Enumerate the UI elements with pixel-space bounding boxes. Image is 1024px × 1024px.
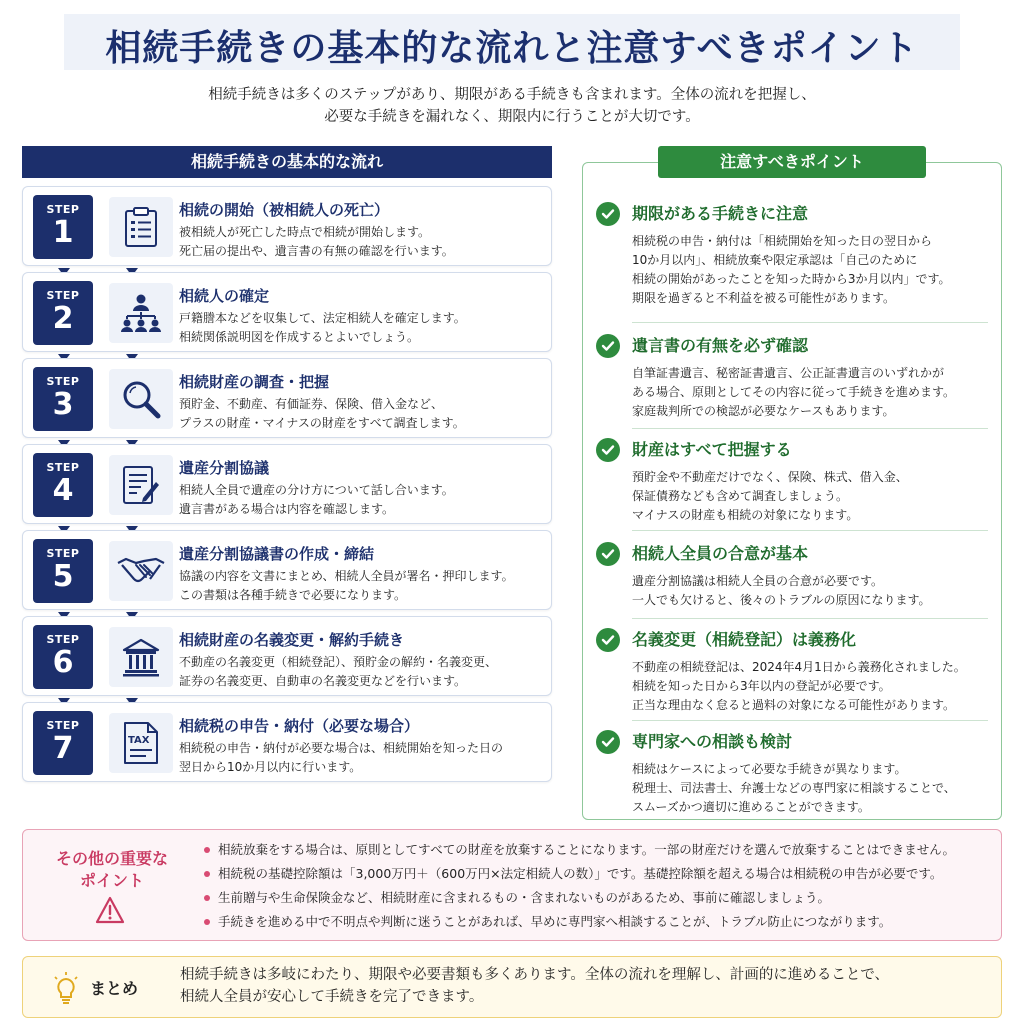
- point-title: 相続人全員の合意が基本: [632, 544, 809, 563]
- step-number: 3: [52, 387, 74, 422]
- step-title: 相続税の申告・納付（必要な場合）: [179, 717, 420, 735]
- magnifier-icon: [109, 369, 173, 429]
- step-title: 遺産分割協議書の作成・締結: [179, 545, 375, 563]
- other-points-list: [204, 838, 994, 934]
- divider: [632, 618, 988, 619]
- step-card: [22, 702, 552, 782]
- step-desc: 相続人全員で遺産の分け方について話し合います。 遺言書がある場合は内容を確認します。: [179, 483, 454, 516]
- handshake-icon: [109, 541, 173, 601]
- step-desc: 不動産の名義変更（相続登記）、預貯金の解約・名義変更、 証券の名義変更、自動車の名義変更などを行います。: [179, 655, 498, 688]
- step-badge: [33, 625, 93, 689]
- step-word: STEP: [46, 719, 80, 732]
- divider: [632, 428, 988, 429]
- step-card: [22, 186, 552, 266]
- point-desc: 相続はケースによって必要な手続きが異なります。 税理士、司法書士、弁護士などの専門家に相談することで、 スムーズかつ適切に進めることができます。: [632, 762, 956, 814]
- step-title: 相続財産の名義変更・解約手続き: [179, 631, 405, 649]
- list-item: 生前贈与や生命保険金など、相続財産に含まれるもの・含まれないものがあるため、事前に確認しましょう。: [204, 886, 994, 910]
- step-card: [22, 358, 552, 438]
- list-item: 相続税の基礎控除額は「3,000万円＋（600万円×法定相続人の数）」です。基礎控除額を超える場合は相続税の申告が必要です。: [204, 862, 994, 886]
- step-number: 6: [52, 645, 74, 680]
- step-title: 相続の開始（被相続人の死亡）: [179, 201, 390, 219]
- divider: [632, 720, 988, 721]
- clipboard-icon: [109, 197, 173, 257]
- step-title: 相続財産の調査・把握: [179, 373, 330, 391]
- step-card: [22, 272, 552, 352]
- point-desc: 相続税の申告・納付は「相続開始を知った日の翌日から 10か月以内」、相続放棄や限定承認は「自己のために 相続の開始があったことを知った時から3か月以内」です。 期限を過ぎると不利益を被る可能性があります。: [632, 234, 951, 305]
- step-card: [22, 530, 552, 610]
- step-badge: [33, 195, 93, 259]
- check-icon: [596, 334, 620, 358]
- step-desc: 預貯金、不動産、有価証券、保険、借入金など、 プラスの財産・マイナスの財産をすべて調査します。: [179, 397, 465, 430]
- point-desc: 自筆証書遺言、秘密証書遺言、公正証書遺言のいずれかが ある場合、原則としてその内容に従って手続きを進めます。 家庭裁判所での検認が必要なケースもあります。: [632, 366, 956, 418]
- step-number: 2: [52, 301, 74, 336]
- point-desc: 遺産分割協議は相続人全員の合意が必要です。 一人でも欠けると、後々のトラブルの原因になります。: [632, 574, 931, 607]
- list-item: 相続放棄をする場合は、原則としてすべての財産を放棄することになります。一部の財産だけを選んで放棄することはできません。: [204, 838, 994, 862]
- step-desc: 協議の内容を文書にまとめ、相続人全員が署名・押印します。 この書類は各種手続きで必要になります。: [179, 569, 514, 602]
- point-title: 遺言書の有無を必ず確認: [632, 336, 809, 355]
- step-card: [22, 616, 552, 696]
- point-title: 専門家への相談も検討: [632, 732, 793, 751]
- document-pen-icon: [109, 455, 173, 515]
- check-icon: [596, 542, 620, 566]
- divider: [632, 530, 988, 531]
- step-number: 1: [52, 215, 74, 250]
- step-badge: [33, 367, 93, 431]
- flow-header: 相続手続きの基本的な流れ: [22, 146, 552, 178]
- step-number: 7: [52, 731, 74, 766]
- step-title: 遺産分割協議: [179, 459, 270, 477]
- step-word: STEP: [46, 289, 80, 302]
- step-title: 相続人の確定: [179, 287, 270, 305]
- point-title: 期限がある手続きに注意: [632, 204, 809, 223]
- step-word: STEP: [46, 461, 80, 474]
- check-icon: [596, 730, 620, 754]
- step-desc: 相続税の申告・納付が必要な場合は、相続開始を知った日の 翌日から10か月以内に行います。: [179, 741, 504, 774]
- summary-label: まとめ: [90, 979, 139, 998]
- check-icon: [596, 438, 620, 462]
- lightbulb-icon: [52, 972, 80, 1010]
- point-desc: 不動産の相続登記は、2024年4月1日から義務化されました。 相続を知った日から3年以内の登記が必要です。 正当な理由なく怠ると過料の対象になる可能性があります。: [632, 660, 966, 712]
- tax-icon-label: TAX: [128, 735, 150, 746]
- point-desc: 預貯金や不動産だけでなく、保険、株式、借入金、 保証債務なども含めて調査しましょう。 マイナスの財産も相続の対象になります。: [632, 470, 908, 522]
- step-desc: 被相続人が死亡した時点で相続が開始します。 死亡届の提出や、遺言書の有無の確認を行います。: [179, 225, 454, 258]
- lead-text: 相続手続きは多くのステップがあり、期限がある手続きも含まれます。全体の流れを把握し、 必要な手続きを漏れなく、期限内に行うことが大切です。: [208, 87, 816, 125]
- step-badge: [33, 711, 93, 775]
- step-badge: [33, 453, 93, 517]
- summary-text: 相続手続きは多岐にわたり、期限や必要書類も多くあります。全体の流れを理解し、計画的に進めることで、 相続人全員が安心して手続きを完了できます。: [180, 967, 890, 1005]
- step-word: STEP: [46, 547, 80, 560]
- step-card: [22, 444, 552, 524]
- step-word: STEP: [46, 375, 80, 388]
- step-number: 4: [52, 473, 74, 508]
- title-band: [64, 14, 960, 70]
- warning-icon: [95, 896, 125, 928]
- step-number: 5: [52, 559, 74, 594]
- tax-document-icon: [109, 713, 173, 773]
- step-desc: 戸籍謄本などを収集して、法定相続人を確定します。 相続関係説明図を作成するとよいでしょう。: [179, 311, 466, 344]
- points-header: 注意すべきポイント: [658, 146, 926, 178]
- point-title: 財産はすべて把握する: [632, 440, 792, 459]
- step-word: STEP: [46, 633, 80, 646]
- page-title: 相続手続きの基本的な流れと注意すべきポイント: [105, 28, 919, 69]
- check-icon: [596, 628, 620, 652]
- step-badge: [33, 281, 93, 345]
- divider: [632, 322, 988, 323]
- bank-icon: [109, 627, 173, 687]
- list-item: 手続きを進める中で不明点や判断に迷うことがあれば、早めに専門家へ相談することが、トラブル防止につながります。: [204, 910, 994, 934]
- people-tree-icon: [109, 283, 173, 343]
- step-badge: [33, 539, 93, 603]
- step-word: STEP: [46, 203, 80, 216]
- other-points-label: その他の重要な ポイント: [55, 849, 168, 890]
- point-title: 名義変更（相続登記）は義務化: [632, 630, 857, 649]
- check-icon: [596, 202, 620, 226]
